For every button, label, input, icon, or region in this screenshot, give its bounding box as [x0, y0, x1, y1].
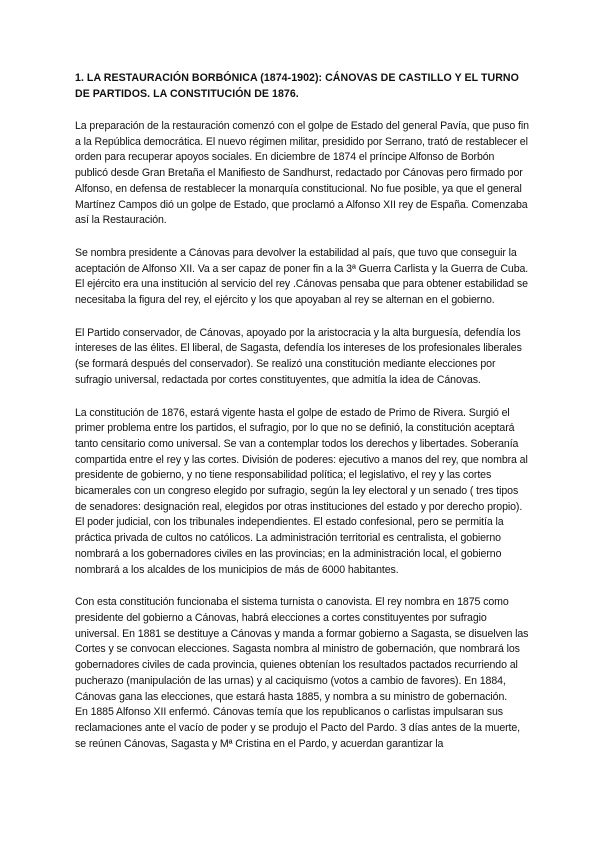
- document-title: 1. LA RESTAURACIÓN BORBÓNICA (1874-1902): CÁNOVAS DE CASTILLO Y EL TURNO DE PARTIDOS. LA CONSTITUCIÓN DE 1876.: [75, 72, 519, 100]
- document-body: [75, 70, 530, 752]
- paragraph-canovas-president: Se nombra presidente a Cánovas para devolver la estabilidad al país, que tuvo que conseguir la aceptación de Alfonso XII. Va a ser capaz de poner fin a la 3ª Guerra Carlista y la Guerra de Cuba. El ejército era una institución al servicio del rey .Cánovas pensaba que para obtener estabilidad se necesitaba la figura del rey, el ejército y los que apoyaban al rey se alternan en el gobierno.: [75, 246, 529, 307]
- paragraph-restoration-preparation: La preparación de la restauración comenzó con el golpe de Estado del general Pavía, que puso fin a la República democrática. El nuevo régimen militar, presidido por Serrano, trató de restablecer el orden para recuperar apoyos sociales. En diciembre de 1874 el príncipe Alfonso de Borbón publicó desde Gran Bretaña el Manifiesto de Sandhurst, redactado por Cánovas pero firmado por Alfonso, en defensa de restablecer la monarquía constitucional. No fue posible, ya que el general Martínez Campos dió un golpe de Estado, que proclamó a Alfonso XII rey de España. Comenzaba así la Restauración.: [75, 120, 529, 227]
- paragraph-constitution-1876: La constitución de 1876, estará vigente hasta el golpe de estado de Primo de Rivera. Surgió el primer problema entre los partidos, el sufragio, por lo que no se definió, la constitución aceptará tanto censitario como universal. Se van a contemplar todos los derechos y libertades. Soberanía compartida entre el rey y las cortes. División de poderes: ejecutivo a manos del rey, que nombra al presidente de gobierno, y no tiene responsabilidad política; el legislativo, el rey y las cortes bicamerales con un congreso elegido por sufragio, según la ley electoral y un senado ( tres tipos de senadores: designación real, elegidos por otras instituciones del estado y por derecho propio). El poder judicial, con los tribunales independientes. El estado confesional, pero se permitía la práctica privada de cultos no católicos. La administración territorial es centralista, el gobierno nombrará a los gobernadores civiles en las provincias; en la administración local, el gobierno nombrará a los alcaldes de los municipios de más de 6000 habitantes.: [75, 406, 528, 576]
- paragraph-alfonso-illness: En 1885 Alfonso XII enfermó. Cánovas temía que los republicanos o carlistas impulsaran sus reclamaciones ante el vacío de poder y se produjo el Pacto del Pardo. 3 días antes de la muerte, se reúnen Cánovas, Sagasta y Mª Cristina en el Pardo, y acuerdan garantizar la: [75, 706, 521, 750]
- paragraph-political-parties: El Partido conservador, de Cánovas, apoyado por la aristocracia y la alta burguesía, defendía los intereses de las élites. El liberal, de Sagasta, defendía los intereses de los profesionales liberales (se formará después del conservador). Se realizó una constitución mediante elecciones por sufragio universal, redactada por cortes constituyentes, que admitía la idea de Cánovas.: [75, 326, 522, 386]
- paragraph-turnist-system: Con esta constitución funcionaba el sistema turnista o canovista. El rey nombra en 1875 como presidente del gobierno a Cánovas, habrá elecciones a cortes constituyentes por sufragio universal. En 1881 se destituye a Cánovas y manda a formar gobierno a Sagasta, se disuelven las Cortes y se convocan elecciones. Sagasta nombra al ministro de gobernación, que nombrará los gobernadores civiles de cada provincia, quienes obtenían los resultados pactados recurriendo al pucherazo (manipulación de las urnas) y al caciquismo (votos a cambio de favores). En 1884, Cánovas gana las elecciones, que estará hasta 1885, y nombra a su ministro de gobernación.: [75, 596, 529, 703]
